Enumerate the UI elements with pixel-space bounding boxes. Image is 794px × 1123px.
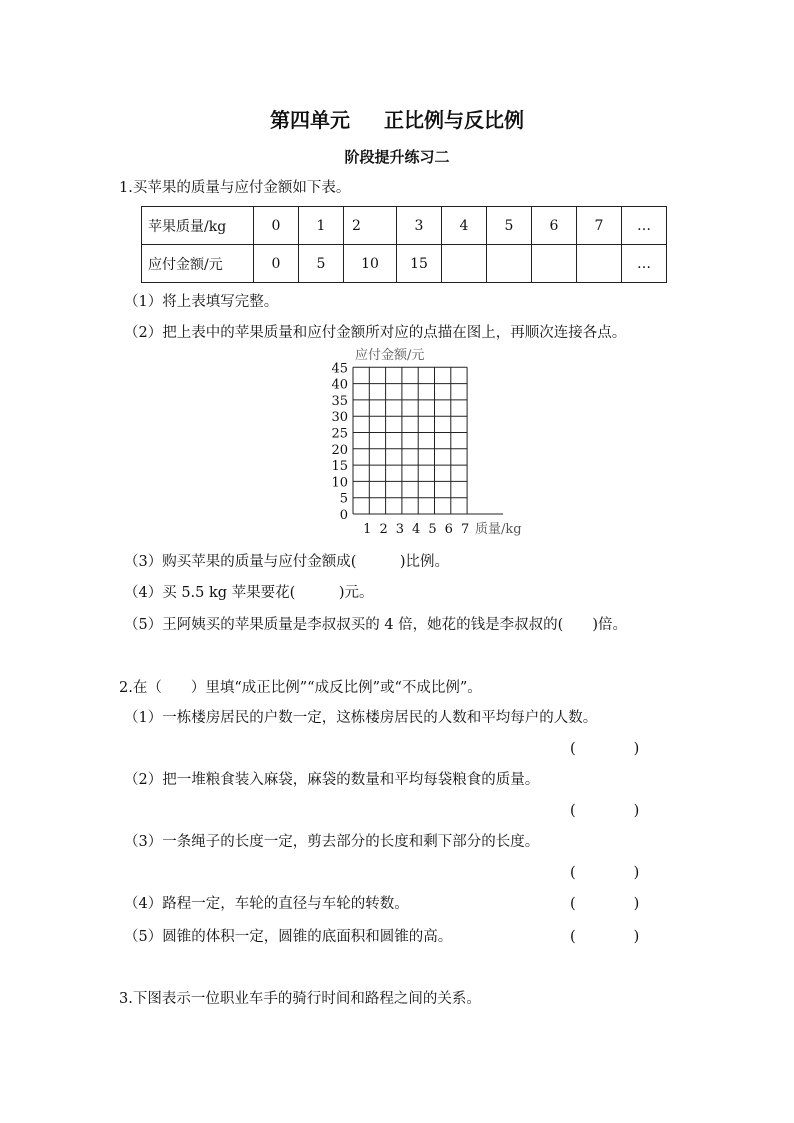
y-tick-label: 20 xyxy=(331,442,348,458)
table-cell-blank[interactable] xyxy=(532,245,577,283)
y-tick-label: 45 xyxy=(331,361,348,377)
table-row-header: 苹果质量/kg xyxy=(142,207,254,245)
y-tick-label: 30 xyxy=(331,410,348,426)
q2-item-1: （1）一栋楼房居民的户数一定，这栋楼房居民的人数和平均每户的人数。 xyxy=(124,710,598,726)
q3-stem: 3.下图表示一位职业车手的骑行时间和路程之间的关系。 xyxy=(119,991,481,1007)
answer-parentheses[interactable]: ( ) xyxy=(570,896,640,912)
y-tick-label: 25 xyxy=(331,426,348,442)
q1-sub3: （3）购买苹果的质量与应付金额成( )比例。 xyxy=(124,554,450,570)
table-cell: 5 xyxy=(299,245,344,283)
q2-item-4: （4）路程一定，车轮的直径与车轮的转数。 xyxy=(124,896,409,912)
table-row-header: 应付金额/元 xyxy=(142,245,254,283)
table-cell: 15 xyxy=(397,245,442,283)
y-tick-labels xyxy=(331,361,348,523)
y-tick-label: 40 xyxy=(331,377,348,393)
y-tick-label: 15 xyxy=(331,459,348,475)
table-cell: 4 xyxy=(442,207,487,245)
x-tick-label: 2 xyxy=(379,522,388,537)
q2-item-3: （3）一条绳子的长度一定，剪去部分的长度和剩下部分的长度。 xyxy=(124,834,540,850)
x-tick-label: 5 xyxy=(428,522,437,537)
x-tick-label: 3 xyxy=(395,522,405,537)
answer-parentheses[interactable]: ( ) xyxy=(570,803,640,819)
x-axis-label: 质量/kg xyxy=(475,522,522,537)
table-cell: 0 xyxy=(254,207,299,245)
y-tick-label: 10 xyxy=(331,475,348,491)
table-cell: 1 xyxy=(299,207,344,245)
table-cell: 5 xyxy=(487,207,532,245)
answer-parentheses[interactable]: ( ) xyxy=(570,929,640,945)
y-tick-label: 35 xyxy=(331,393,348,409)
table-cell: 10 xyxy=(344,245,397,283)
answer-parentheses[interactable]: ( ) xyxy=(570,865,640,881)
table-row xyxy=(142,207,667,245)
y-tick-label: 5 xyxy=(339,491,348,507)
price-table xyxy=(141,206,667,283)
y-tick-label: 0 xyxy=(339,508,348,523)
x-tick-labels xyxy=(363,522,469,537)
table-cell: 2 xyxy=(344,207,397,245)
q1-sub5: （5）王阿姨买的苹果质量是李叔叔买的 4 倍，她花的钱是李叔叔的( )倍。 xyxy=(124,617,627,633)
q1-sub4: （4）买 5.5 kg 苹果要花( )元。 xyxy=(124,585,374,601)
table-cell-blank[interactable] xyxy=(487,245,532,283)
q2-item-2: （2）把一堆粮食装入麻袋，麻袋的数量和平均每袋粮食的质量。 xyxy=(124,772,540,788)
x-tick-label: 6 xyxy=(444,522,453,537)
table-cell: 7 xyxy=(577,207,622,245)
y-axis-label: 应付金额/元 xyxy=(355,348,425,363)
unit-topic: 正比例与反比例 xyxy=(384,108,524,132)
table-cell: … xyxy=(622,245,667,283)
table-cell-blank[interactable] xyxy=(442,245,487,283)
grid-chart xyxy=(320,342,540,542)
q1-sub1: （1）将上表填写完整。 xyxy=(124,294,279,310)
page-subtitle: 阶段提升练习二 xyxy=(344,148,450,166)
page-title xyxy=(0,104,794,133)
x-tick-label: 4 xyxy=(412,522,421,537)
x-tick-label: 1 xyxy=(363,522,372,537)
q1-sub2: （2）把上表中的苹果质量和应付金额所对应的点描在图上，再顺次连接各点。 xyxy=(124,325,627,341)
table-cell: 3 xyxy=(397,207,442,245)
table-cell: … xyxy=(622,207,667,245)
grid-lines xyxy=(353,367,503,514)
table-cell: 0 xyxy=(254,245,299,283)
x-tick-label: 7 xyxy=(460,522,470,537)
table-cell: 6 xyxy=(532,207,577,245)
q1-stem: 1.买苹果的质量与应付金额如下表。 xyxy=(119,180,351,196)
q2-item-5: （5）圆锥的体积一定，圆锥的底面积和圆锥的高。 xyxy=(124,929,453,945)
table-cell-blank[interactable] xyxy=(577,245,622,283)
table-row xyxy=(142,245,667,283)
unit-label: 第四单元 xyxy=(270,108,350,132)
answer-parentheses[interactable]: ( ) xyxy=(570,741,640,757)
q2-stem: 2.在（ ）里填“成正比例”“成反比例”或“不成比例”。 xyxy=(119,680,482,696)
